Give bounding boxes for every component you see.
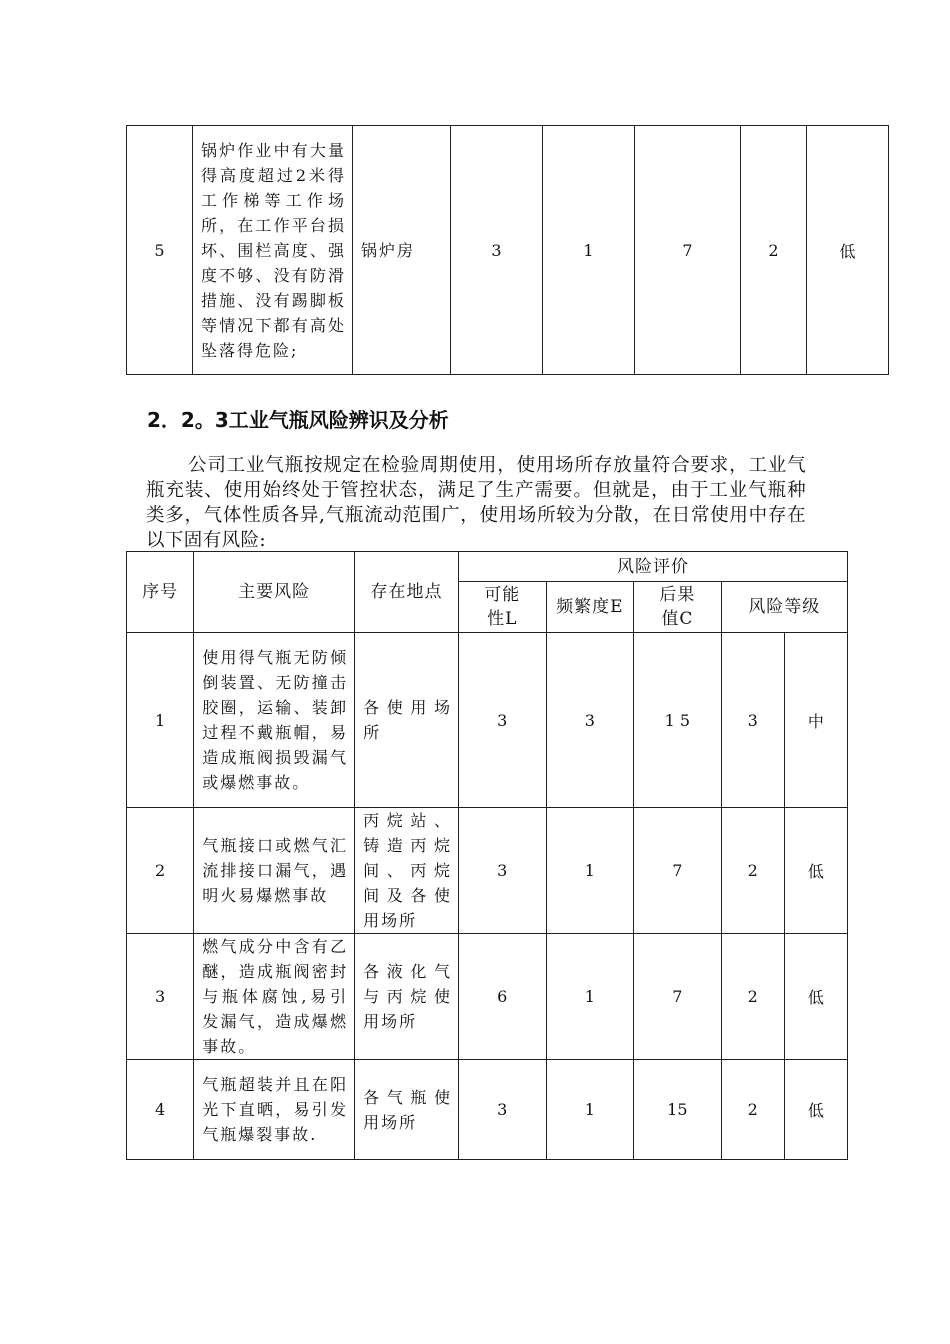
likelihood-value: 3: [458, 1060, 546, 1160]
risk-description: 燃气成分中含有乙醚，造成瓶阀密封与瓶体腐蚀,易引发漏气，造成爆燃事故。: [194, 934, 355, 1060]
table-row: [127, 808, 848, 934]
risk-grade-value: 低: [784, 1060, 847, 1160]
likelihood-value: 3: [458, 808, 546, 934]
likelihood-value: 3: [451, 126, 543, 375]
table-row: [127, 934, 848, 1060]
risk-description: 锅炉作业中有大量得高度超过2米得工作梯等工作场所，在工作平台损坏、围栏高度、强度不够、没有防滑措施、没有踢脚板等情况下都有高处坠落得危险;: [193, 126, 353, 375]
header-no: 序号: [127, 552, 194, 633]
risk-location: 锅炉房: [353, 126, 451, 375]
header-evaluation: 风险评价: [458, 552, 847, 582]
risk-level-value: 2: [741, 126, 807, 375]
risk-location: 各气瓶使用场所: [355, 1060, 459, 1160]
risk-description: 气瓶超装并且在阳光下直晒，易引发气瓶爆裂事故.: [194, 1060, 355, 1160]
risk-grade-value: 低: [807, 126, 889, 375]
consequence-value: 1 5: [634, 633, 722, 808]
risk-location: 各使用场所: [355, 633, 459, 808]
gas-cylinder-risk-table: [126, 551, 848, 1160]
risk-description: 使用得气瓶无防倾倒装置、无防撞击胶圈，运输、装卸过程不戴瓶帽，易造成瓶阀损毁漏气或爆燃事故。: [194, 633, 355, 808]
risk-grade-value: 低: [784, 934, 847, 1060]
risk-level-value: 3: [721, 633, 784, 808]
header-grade: 风险等级: [721, 582, 847, 633]
risk-location: 丙烷站、铸造丙烷间、丙烷间及各使用场所: [355, 808, 459, 934]
row-number: 2: [127, 808, 194, 934]
row-number: 4: [127, 1060, 194, 1160]
risk-location: 各液化气与丙烷使用场所: [355, 934, 459, 1060]
row-number: 1: [127, 633, 194, 808]
frequency-value: 1: [546, 1060, 634, 1160]
frequency-value: 3: [546, 633, 634, 808]
consequence-value: 7: [634, 934, 722, 1060]
header-location: 存在地点: [355, 552, 459, 633]
table-row: [127, 633, 848, 808]
header-risk: 主要风险: [194, 552, 355, 633]
table-row: [127, 1060, 848, 1160]
frequency-value: 1: [546, 934, 634, 1060]
risk-level-value: 2: [721, 808, 784, 934]
paragraph-text: 公司工业气瓶按规定在检验周期使用，使用场所存放量符合要求，工业气瓶充装、使用始终处于管控状态，满足了生产需要。但就是，由于工业气瓶种类多，气体性质各异,气瓶流动范围广，使用场所较为分散，在日常使用中存在以下固有风险:: [146, 455, 806, 551]
header-consequence: 后果值C: [634, 582, 722, 633]
risk-level-value: 2: [721, 1060, 784, 1160]
risk-grade-value: 低: [784, 808, 847, 934]
likelihood-value: 3: [458, 633, 546, 808]
header-row: [127, 552, 848, 582]
row-number: 5: [127, 126, 193, 375]
header-frequency: 频繁度E: [546, 582, 634, 633]
section-heading: 2．2。3工业气瓶风险辨识及分析: [147, 408, 449, 432]
frequency-value: 1: [543, 126, 635, 375]
header-likelihood: 可能性L: [458, 582, 546, 633]
row-number: 3: [127, 934, 194, 1060]
section-paragraph: [146, 453, 806, 553]
likelihood-value: 6: [458, 934, 546, 1060]
risk-level-value: 2: [721, 934, 784, 1060]
frequency-value: 1: [546, 808, 634, 934]
consequence-value: 7: [635, 126, 741, 375]
table-row: [127, 126, 889, 375]
consequence-value: 7: [634, 808, 722, 934]
risk-grade-value: 中: [784, 633, 847, 808]
boiler-risk-table: [126, 125, 889, 375]
consequence-value: 15: [634, 1060, 722, 1160]
risk-description: 气瓶接口或燃气汇流排接口漏气，遇明火易爆燃事故: [194, 808, 355, 934]
